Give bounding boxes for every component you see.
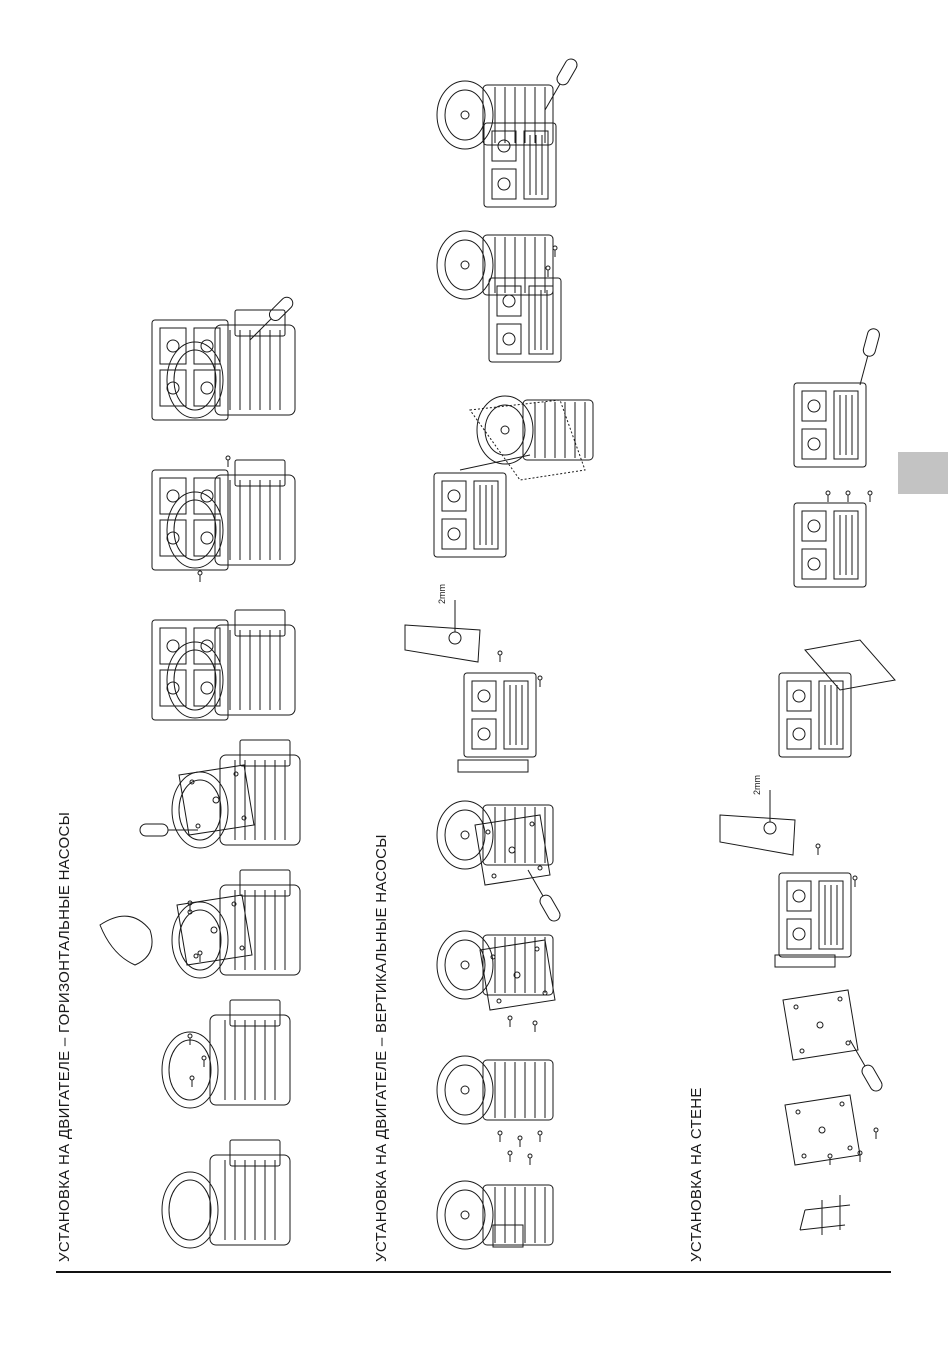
illus-horizontal-6	[152, 456, 295, 582]
illus-vertical-2	[437, 1056, 553, 1165]
illus-vertical-detail-gap	[405, 584, 480, 662]
illus-vertical-4	[437, 801, 562, 923]
section-title-wall-mount: УСТАНОВКА НА СТЕНЕ	[688, 1087, 705, 1262]
illus-horizontal-3	[100, 870, 300, 978]
section-title-vertical-pumps: УСТАНОВКА НА ДВИГАТЕЛЕ – ВЕРТИКАЛЬНЫЕ НАСОСЫ	[373, 834, 390, 1262]
illus-vertical-3	[437, 931, 555, 1032]
illus-vertical-6	[434, 396, 593, 557]
illus-vertical-1	[437, 1181, 553, 1249]
illus-wall-2	[785, 1095, 878, 1165]
gap-label-vertical: 2mm	[437, 584, 447, 604]
illus-wall-1-template	[800, 1195, 850, 1235]
illus-wall-detail-gap	[720, 775, 795, 855]
section-title-horizontal-pumps: УСТАНОВКА НА ДВИГАТЕЛЕ – ГОРИЗОНТАЛЬНЫЕ НАСОСЫ	[56, 811, 73, 1262]
gap-label-wall: 2mm	[752, 775, 762, 795]
illus-vertical-7	[437, 231, 561, 362]
illus-horizontal-4	[140, 740, 300, 848]
illus-wall-5	[779, 640, 895, 757]
illus-wall-3	[783, 990, 884, 1093]
illus-horizontal-7	[152, 295, 295, 420]
illus-horizontal-1	[162, 1140, 290, 1248]
illus-wall-6	[794, 491, 872, 587]
illus-horizontal-2	[162, 1000, 290, 1108]
illus-vertical-5	[458, 651, 542, 772]
illus-vertical-8	[437, 57, 579, 207]
illus-wall-7	[794, 327, 881, 467]
illus-horizontal-5	[152, 610, 295, 720]
illus-wall-4	[775, 844, 857, 967]
